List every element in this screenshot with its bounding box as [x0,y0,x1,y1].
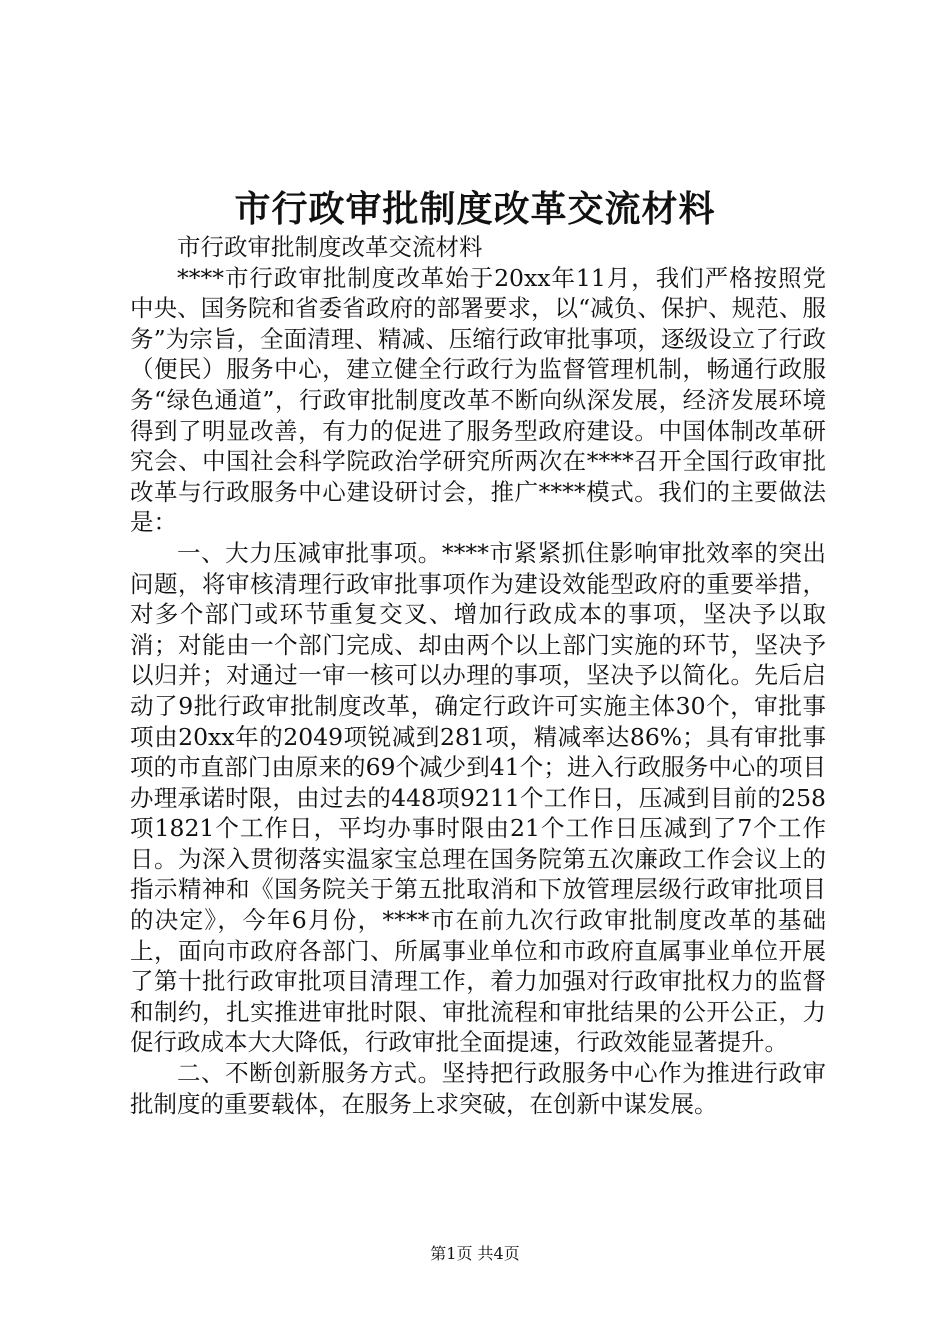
page-footer: 第1页 共4页 [430,1244,520,1263]
document-title: 市行政审批制度改革交流材料 [234,188,716,230]
body-paragraph: 一、大力压减审批事项。****市紧紧抓住影响审批效率的突出问题，将审核清理行政审批事项作为建设效能型政府的重要举措，对多个部门或环节重复交叉、增加行政成本的事项，坚决予以取消；对能由一个部门完成、却由两个以上部门实施的环节，坚决予以归并；对通过一审一核可以办理的事项，坚决予以简化。先后启动了9批行政审批制度改革，确定行政许可实施主体30个，审批事项由20xx年的2049项锐减到281项，精减率达86%；具有审批事项的市直部门由原来的69个减少到41个；进入行政服务中心的项目办理承诺时限，由过去的448项9211个工作日，压减到目前的258项1821个工作日，平均办事时限由21个工作日压减到了7个工作日。为深入贯彻落实温家宝总理在国务院第五次廉政工作会议上的指示精神和《国务院关于第五批取消和下放管理层级行政审批项目的决定》，今年6月份，****市在前九次行政审批制度改革的基础上，面向市政府各部门、所属事业单位和市政府直属事业单位开展了第十批行政审批项目清理工作，着力加强对行政审批权力的监督和制约，扎实推进审批时限、审批流程和审批结果的公开公正，力促行政成本大大降低，行政审批全面提速，行政效能显著提升。 [130,538,826,1057]
body-paragraph: 市行政审批制度改革交流材料 [177,233,483,261]
document-body [130,232,826,1119]
body-paragraph: ****市行政审批制度改革始于20xx年11月，我们严格按照党中央、国务院和省委省政府的部署要求，以“减负、保护、规范、服务”为宗旨，全面清理、精减、压缩行政审批事项，逐级设立了行政（便民）服务中心，建立健全行政行为监督管理机制，畅通行政服务“绿色通道”，行政审批制度改革不断向纵深发展，经济发展环境得到了明显改善，有力的促进了服务型政府建设。中国体制改革研究会、中国社会科学院政治学研究所两次在****召开全国行政审批改革与行政服务中心建设研讨会，推广****模式。我们的主要做法是： [130,263,826,537]
body-paragraph: 二、不断创新服务方式。坚持把行政服务中心作为推进行政审批制度的重要载体，在服务上求突破，在创新中谋发展。 [130,1059,826,1118]
